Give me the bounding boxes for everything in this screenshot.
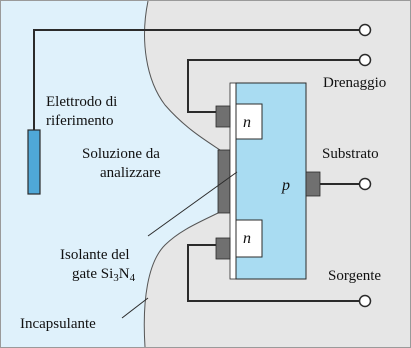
gate-oxide-strip: [230, 83, 236, 279]
p-region-label: p: [282, 177, 290, 194]
reference-electrode-terminal[interactable]: [360, 25, 371, 36]
solution-label-line2: analizzare: [100, 165, 161, 181]
drain-terminal[interactable]: [360, 55, 371, 66]
drain-label: Drenaggio: [323, 75, 387, 91]
substrate-label: Substrato: [322, 146, 379, 162]
n-bottom-label: n: [243, 230, 251, 247]
solution-label-line1: Soluzione da: [82, 146, 160, 162]
reference-electrode-label-line2: riferimento: [46, 113, 114, 129]
insulator-label-line2: gate $Si_3N_4$: [72, 266, 136, 284]
encapsulant-label: Incapsulante: [20, 316, 96, 332]
drain-contact: [216, 106, 230, 127]
substrate-terminal[interactable]: [360, 179, 371, 190]
source-terminal[interactable]: [360, 296, 371, 307]
source-contact: [216, 238, 230, 259]
n-top-label: n: [243, 114, 251, 131]
substrate-contact: [306, 172, 320, 196]
source-label: Sorgente: [328, 268, 382, 284]
reference-electrode: [28, 130, 40, 194]
reference-electrode-label-line1: Elettrodo di: [46, 94, 118, 110]
insulator-label-line1: Isolante del: [60, 247, 130, 263]
